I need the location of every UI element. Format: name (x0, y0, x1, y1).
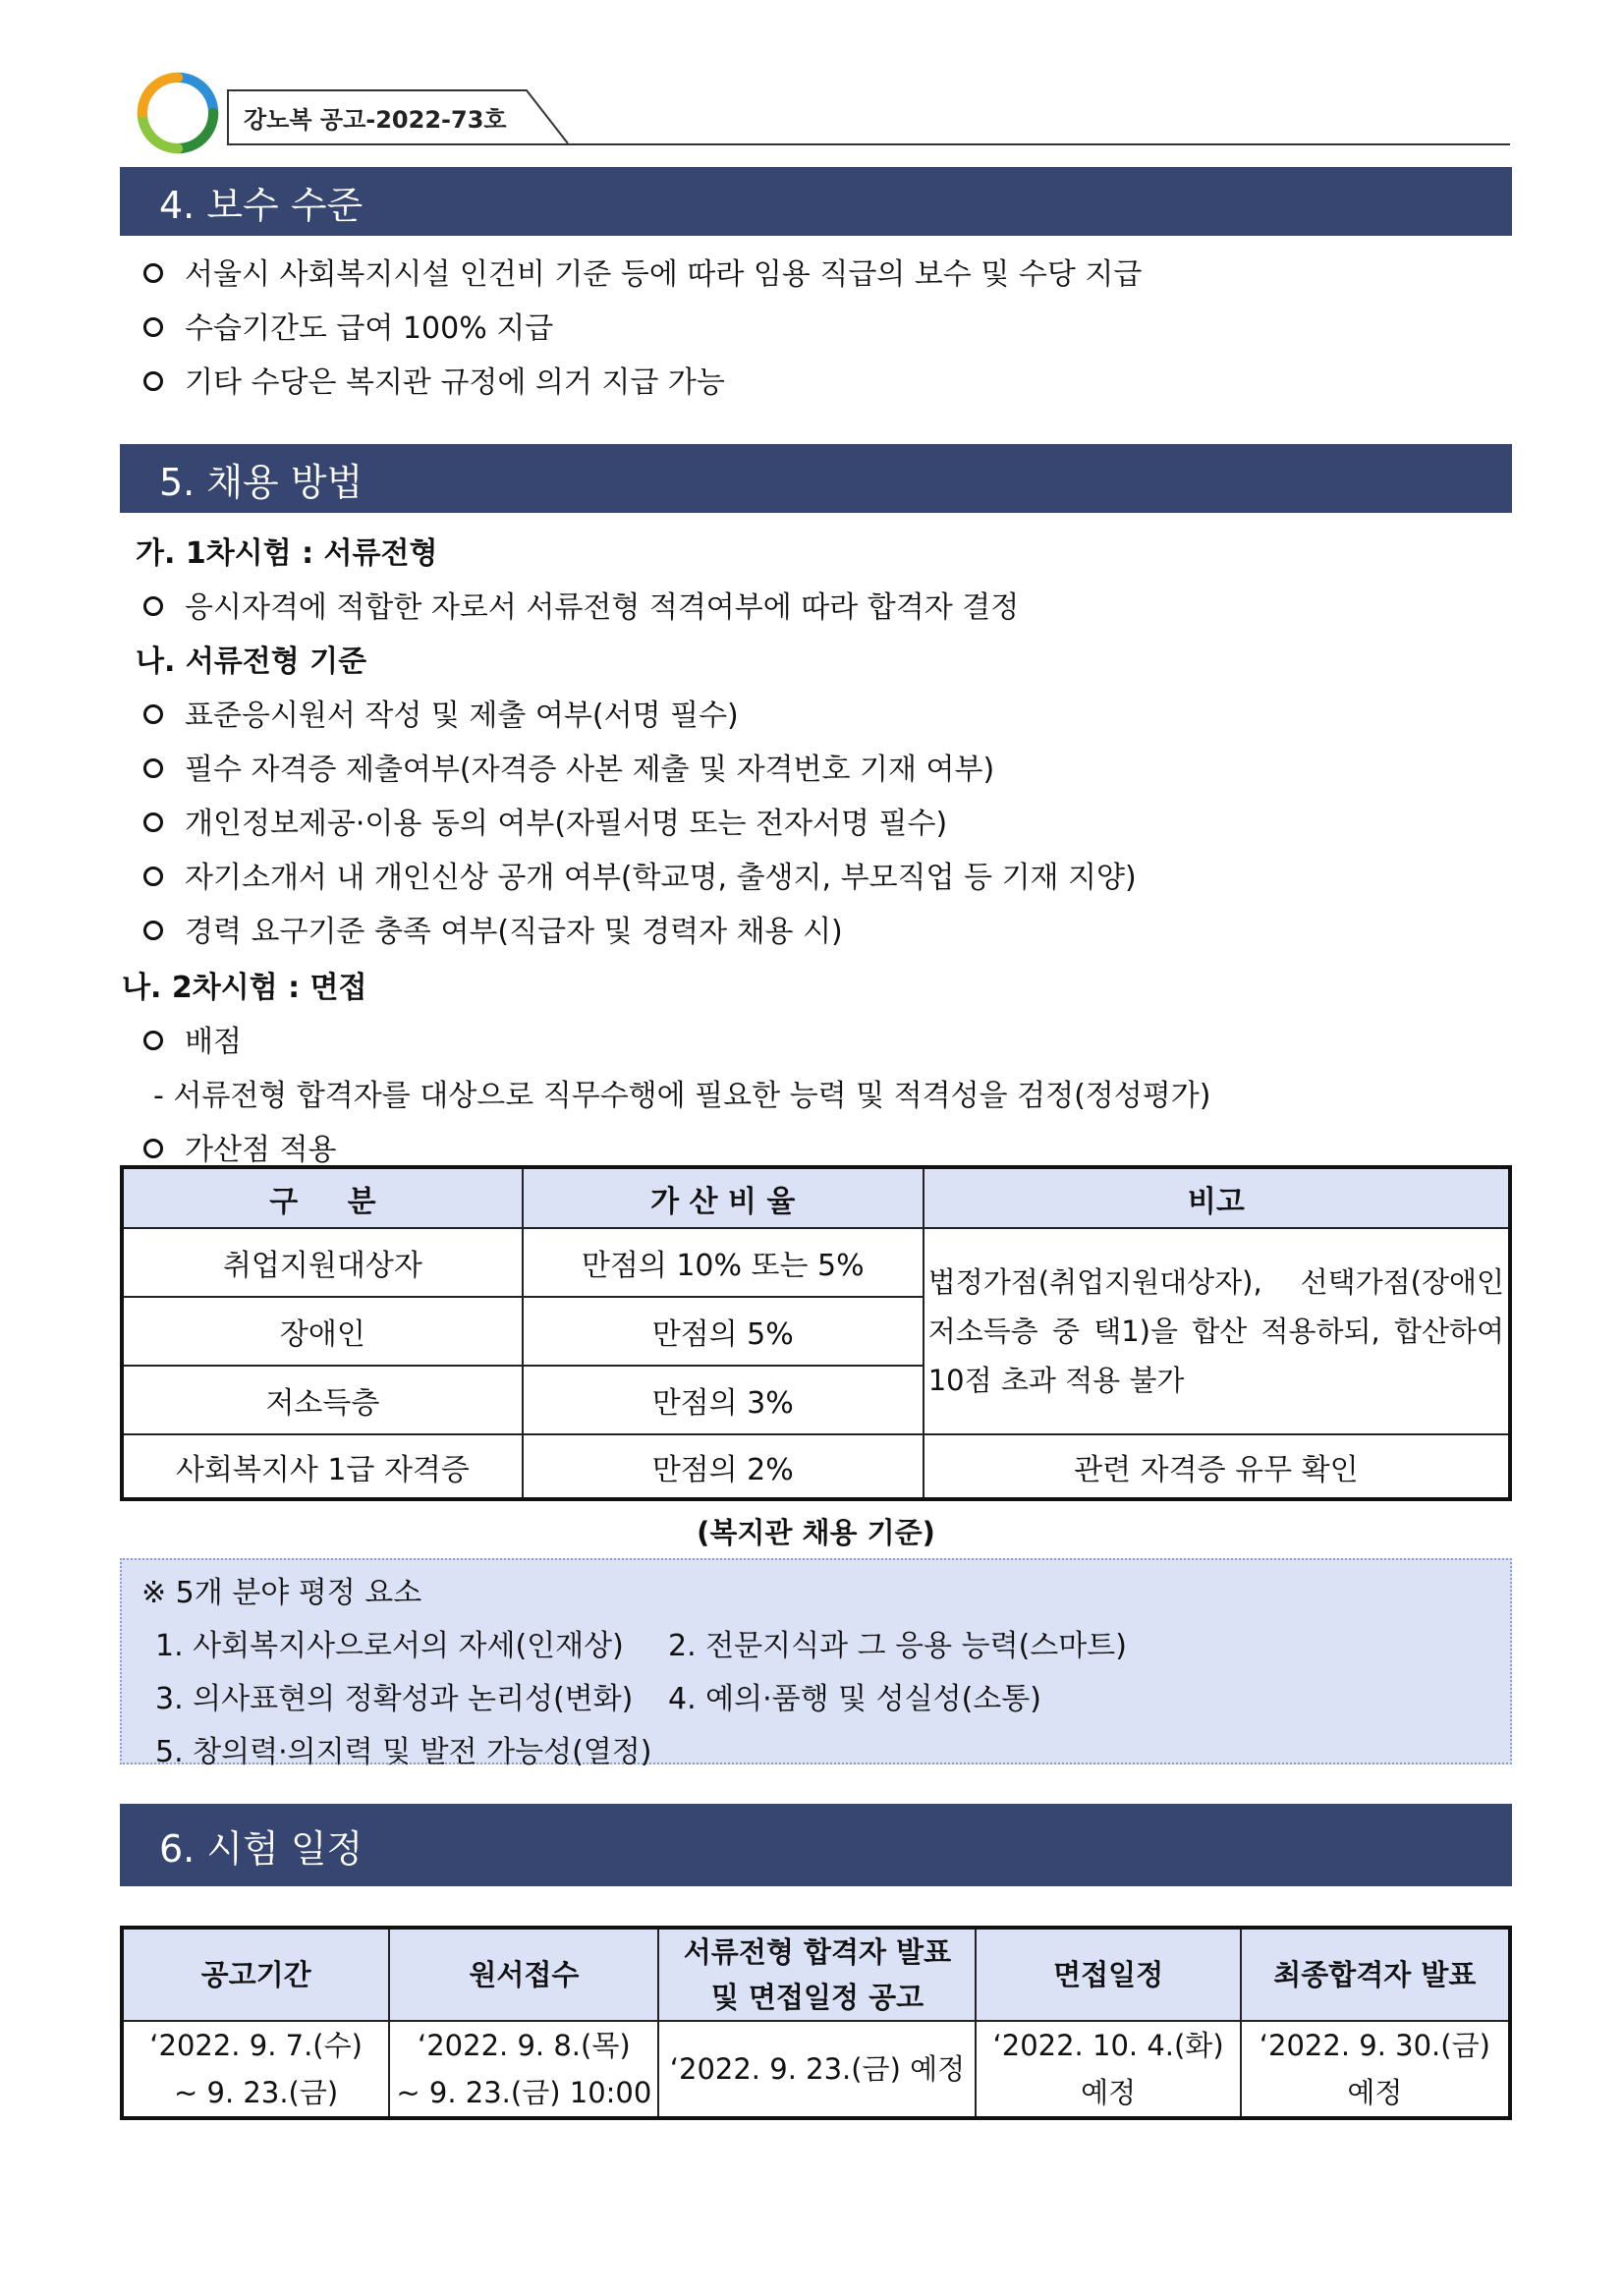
cell-line: 예정 (1081, 2076, 1137, 2109)
sec4-item-1 (143, 250, 1142, 293)
cell-category: 취업지원대상자 (122, 1228, 523, 1297)
header-rule (228, 143, 1510, 145)
sec5-c-item-2 (143, 1125, 336, 1168)
sec5-b-item-2 (143, 745, 994, 788)
sec5-a-item-1-text: 응시자격에 적합한 자로서 서류전형 적격여부에 따라 합격자 결정 (185, 590, 1020, 625)
cell-rate: 만점의 10% 또는 5% (523, 1228, 924, 1297)
bullet-icon (143, 263, 163, 283)
cell-line: ~ 9. 23.(금) 10:00 (396, 2076, 652, 2109)
cell-line: ‘2022. 9. 23.(금) 예정 (669, 2052, 966, 2086)
bullet-icon (143, 371, 163, 391)
col-header-rate: 가 산 비 율 (523, 1167, 924, 1228)
sec4-item-3 (143, 358, 725, 401)
cell-final-result-date (1241, 2021, 1510, 2118)
cell-application-period (389, 2021, 658, 2118)
exam-schedule-table (120, 1926, 1512, 2120)
bullet-icon (143, 812, 163, 832)
cell-category: 저소득층 (122, 1366, 523, 1434)
evaluation-criteria-box (120, 1558, 1512, 1769)
document-number: 강노복 공고-2022-73호 (244, 106, 507, 134)
sec5-b-item-1-text: 표준응시원서 작성 및 제출 여부(서명 필수) (185, 699, 739, 733)
table-row (122, 2021, 1510, 2118)
table-header-row (122, 1167, 1510, 1228)
sec5-b-title: 나. 서류전형 기준 (136, 644, 367, 679)
bullet-icon (143, 1031, 163, 1050)
table-header-row (122, 1928, 1510, 2021)
cell-rate: 만점의 2% (523, 1434, 924, 1499)
col-header-note: 비고 (924, 1167, 1510, 1228)
cell-line: ~ 9. 23.(금) (174, 2076, 339, 2109)
sec5-c-item-2-text: 가산점 적용 (185, 1133, 337, 1167)
bullet-icon (143, 317, 163, 337)
col-header-application: 원서접수 (389, 1928, 658, 2021)
sec5-a-title: 가. 1차시험 : 서류전형 (136, 536, 438, 571)
bullet-icon (143, 596, 163, 616)
cell-line: ‘2022. 9. 7.(수) (149, 2029, 363, 2062)
cell-line: ‘2022. 9. 8.(목) (418, 2029, 631, 2062)
col-header-interview: 면접일정 (976, 1928, 1240, 2021)
cell-line: 예정 (1347, 2076, 1403, 2109)
sec5-b-item-4-text: 자기소개서 내 개인신상 공개 여부(학교명, 출생지, 부모직업 등 기재 지양) (185, 861, 1137, 895)
cell-interview-date (976, 2021, 1240, 2118)
criteria-title: ※ 5개 분야 평정 요소 (141, 1576, 422, 1610)
bullet-icon (143, 867, 163, 886)
sec5-b-item-4 (143, 853, 1137, 896)
criteria-item-4: 4. 예의·품행 및 성실성(소통) (668, 1682, 1041, 1716)
sec4-item-1-text: 서울시 사회복지시설 인건비 기준 등에 따라 임용 직급의 보수 및 수당 지급 (185, 257, 1143, 292)
table-row (122, 1228, 1510, 1297)
sec5-b-item-5-text: 경력 요구기준 충족 여부(직급자 및 경력자 채용 시) (185, 915, 843, 949)
organization-logo (136, 71, 220, 155)
section-4-title: 4. 보수 수준 (120, 167, 1512, 236)
sec5-c-title: 나. 2차시험 : 면접 (122, 971, 367, 1005)
cell-rate: 만점의 3% (523, 1366, 924, 1434)
sec4-item-2-text: 수습기간도 급여 100% 지급 (185, 311, 554, 346)
sec5-c-item-1-text: 배점 (185, 1025, 242, 1059)
criteria-item-3: 3. 의사표현의 정확성과 논리성(변화) (155, 1682, 634, 1716)
col-header-document-result: 서류전형 합격자 발표 및 면접일정 공고 (658, 1928, 976, 2021)
table-caption: (복지관 채용 기준) (697, 1516, 935, 1549)
criteria-item-2: 2. 전문지식과 그 응용 능력(스마트) (668, 1629, 1127, 1663)
cell-announcement-period (122, 2021, 389, 2118)
sec5-c-item-1 (143, 1017, 242, 1060)
sec5-a-item-1 (143, 583, 1019, 626)
sec4-item-2 (143, 304, 553, 347)
cell-category: 사회복지사 1급 자격증 (122, 1434, 523, 1499)
bonus-points-table (120, 1165, 1512, 1501)
cell-category: 장애인 (122, 1297, 523, 1366)
bullet-icon (143, 1139, 163, 1158)
sec5-b-item-2-text: 필수 자격증 제출여부(자격증 사본 제출 및 자격번호 기재 여부) (185, 753, 995, 787)
sec5-b-item-3 (143, 799, 947, 842)
criteria-item-1: 1. 사회복지사으로서의 자세(인재상) (155, 1629, 624, 1663)
sec4-item-3-text: 기타 수당은 복지관 규정에 의거 지급 가능 (185, 365, 725, 400)
criteria-item-5: 5. 창의력·의지력 및 발전 가능성(열정) (155, 1735, 652, 1769)
cell-merged-note: 법정가점(취업지원대상자), 선택가점(장애인 저소득층 중 택1)을 합산 적용하되, 합산하여 10점 초과 적용 불가 (924, 1228, 1510, 1434)
col-header-final-result: 최종합격자 발표 (1241, 1928, 1510, 2021)
cell-rate: 만점의 5% (523, 1297, 924, 1366)
cell-document-result-date (658, 2021, 976, 2118)
sec5-b-item-1 (143, 691, 739, 734)
section-5-title: 5. 채용 방법 (120, 444, 1512, 513)
sec5-b-item-5 (143, 907, 843, 950)
cell-line: ‘2022. 9. 30.(금) (1259, 2029, 1490, 2062)
table-row (122, 1434, 1510, 1499)
section-6-title: 6. 시험 일정 (120, 1804, 1512, 1886)
bullet-icon (143, 704, 163, 724)
sec5-c-dash: - 서류전형 합격자를 대상으로 직무수행에 필요한 능력 및 적격성을 검정(정성평가) (153, 1079, 1211, 1113)
bullet-icon (143, 758, 163, 778)
col-header-category: 구 분 (122, 1167, 523, 1228)
col-header-announcement: 공고기간 (122, 1928, 389, 2021)
cell-line: ‘2022. 10. 4.(화) (992, 2029, 1224, 2062)
bullet-icon (143, 921, 163, 940)
cell-note: 관련 자격증 유무 확인 (924, 1434, 1510, 1499)
sec5-b-item-3-text: 개인정보제공·이용 동의 여부(자필서명 또는 전자서명 필수) (185, 807, 948, 841)
